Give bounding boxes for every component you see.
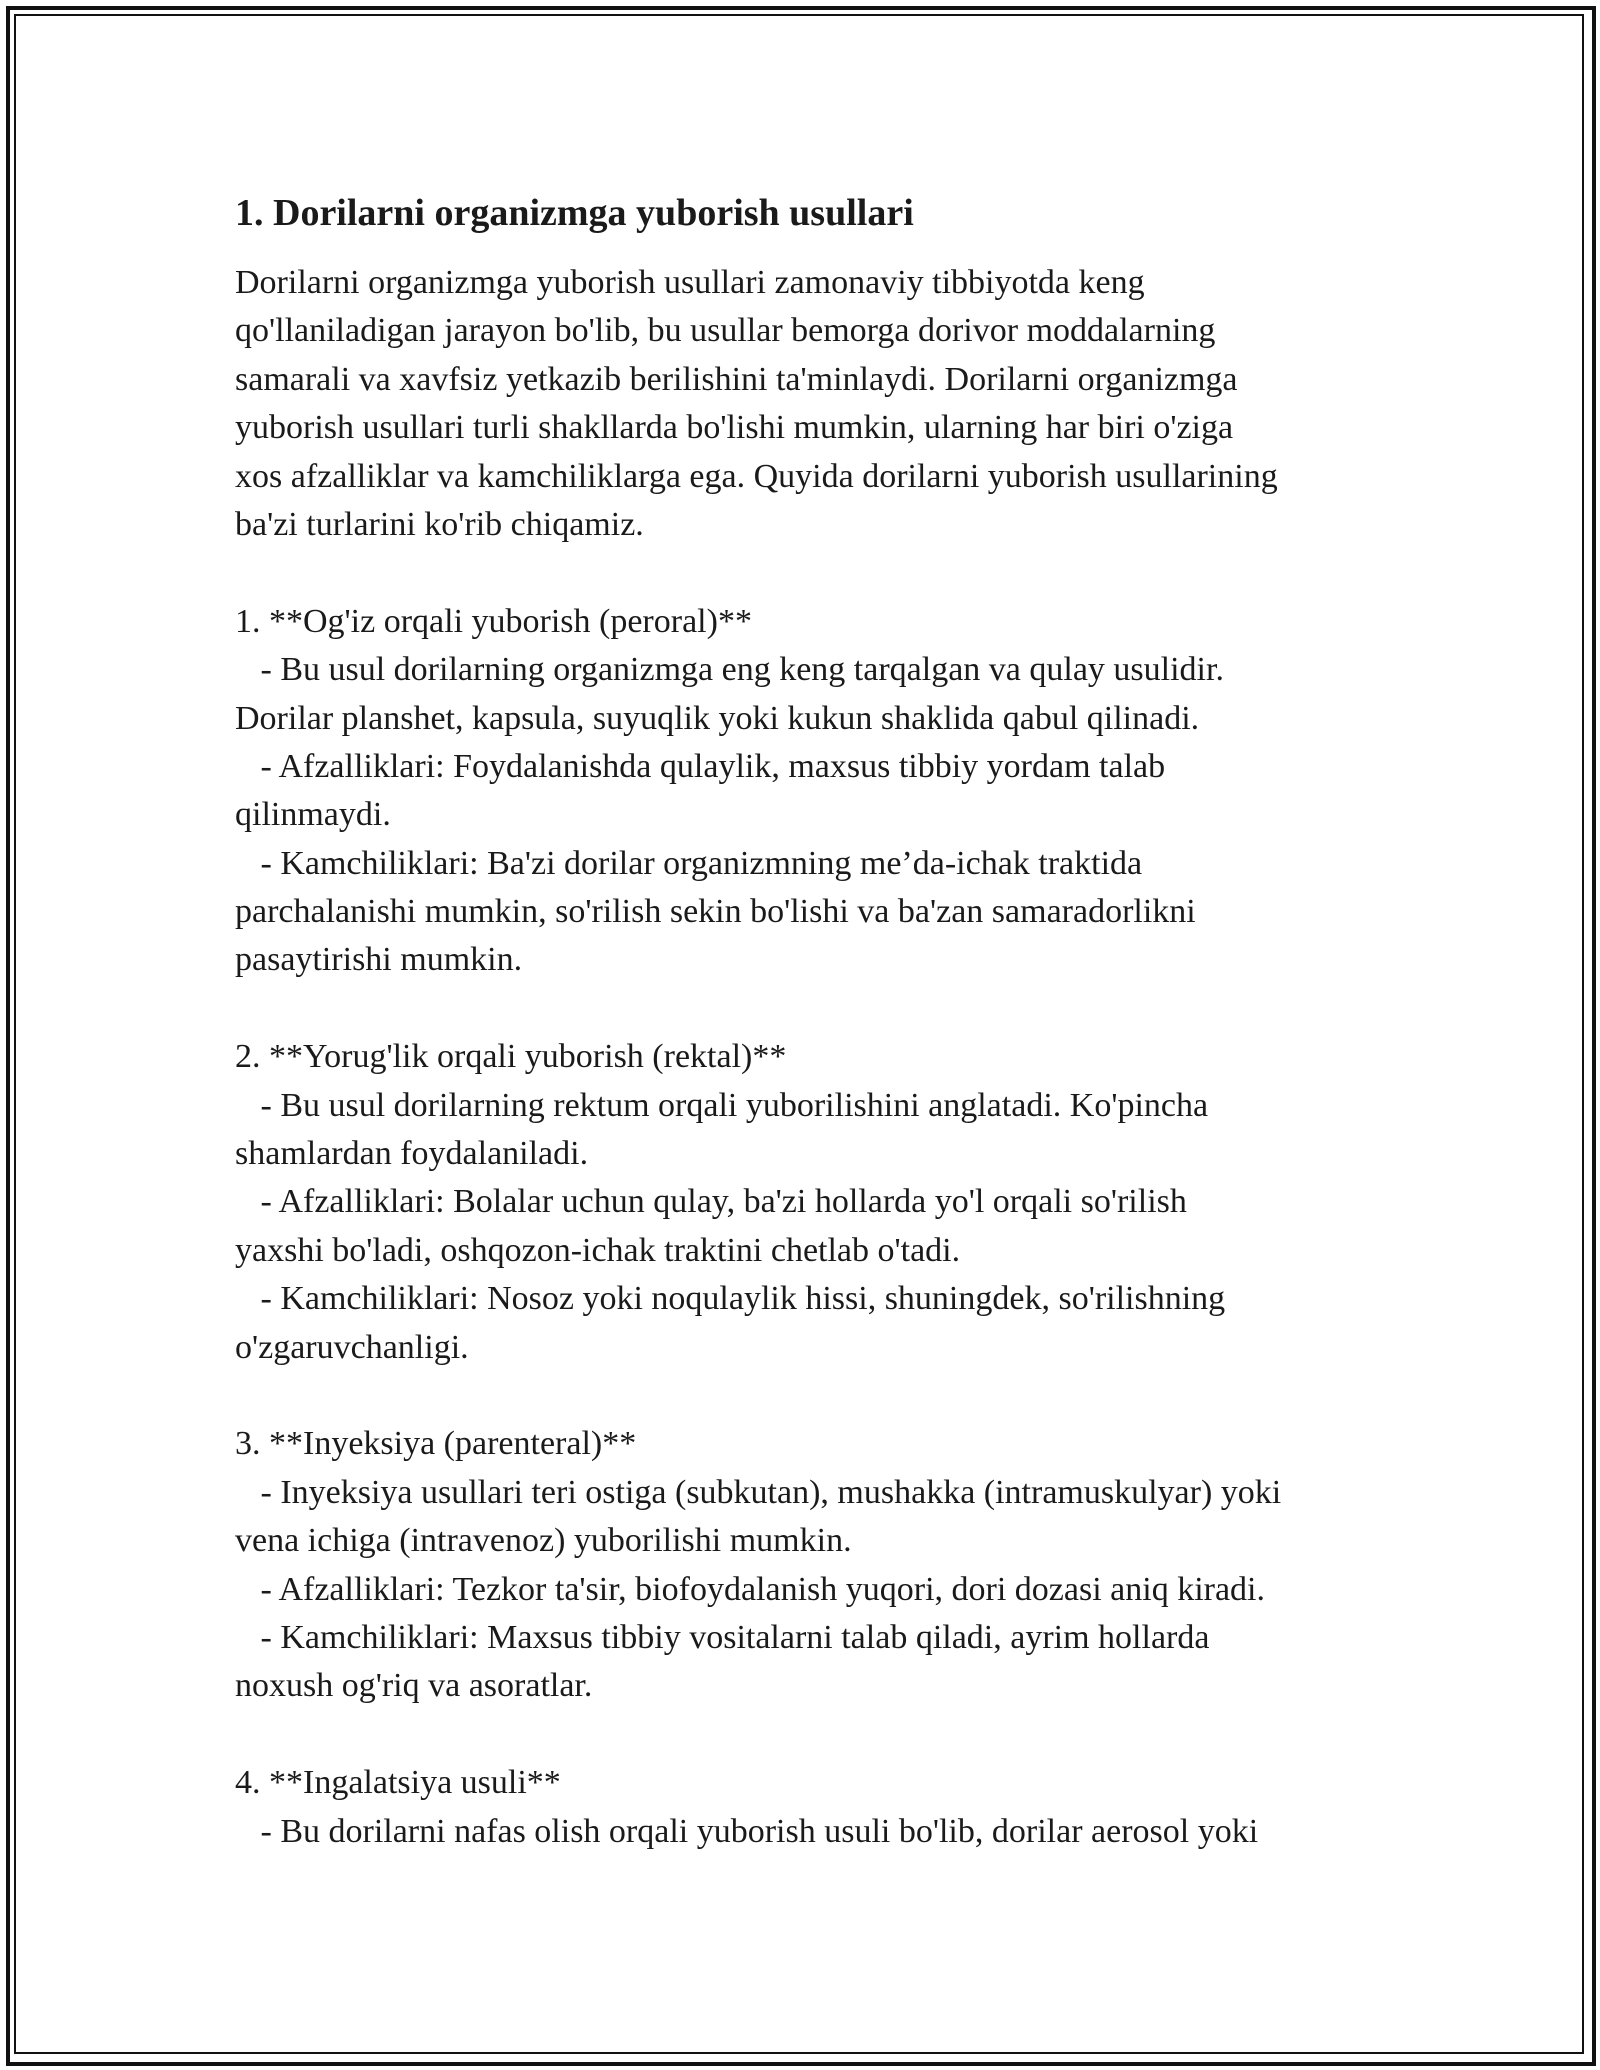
document-body bbox=[235, 185, 1385, 1856]
text-line: - Inyeksiya usullari teri ostiga (subkutan), mushakka (intramuskulyar) yoki bbox=[235, 1473, 1282, 1511]
text-line: yaxshi bo'ladi, oshqozon-ichak traktini chetlab o'tadi. bbox=[235, 1231, 961, 1269]
text-line: vena ichiga (intravenoz) yuborilishi mumkin. bbox=[235, 1522, 852, 1560]
text-line: - Kamchiliklari: Maxsus tibbiy vositalarni talab qiladi, ayrim hollarda bbox=[235, 1618, 1210, 1656]
list-item-heading: 2. **Yorug'lik orqali yuborish (rektal)** bbox=[235, 1038, 787, 1076]
section-heading: 1. Dorilarni organizmga yuborish usullari bbox=[235, 192, 914, 234]
text-line: - Kamchiliklari: Ba'zi dorilar organizmning me’da-ichak traktida bbox=[235, 844, 1143, 882]
text-line: o'zgaruvchanligi. bbox=[235, 1328, 469, 1366]
text-line: yuborish usullari turli shakllarda bo'lishi mumkin, ularning har biri o'ziga bbox=[235, 409, 1234, 447]
text-line: Dorilarni organizmga yuborish usullari zamonaviy tibbiyotda keng bbox=[235, 264, 1145, 301]
text-line: noxush og'riq va asoratlar. bbox=[235, 1667, 593, 1705]
list-item-heading: 4. **Ingalatsiya usuli** bbox=[235, 1764, 561, 1802]
blank-line bbox=[235, 1372, 1385, 1420]
text-line: - Bu usul dorilarning organizmga eng keng tarqalgan va qulay usulidir. bbox=[235, 651, 1224, 689]
text-line: Dorilar planshet, kapsula, suyuqlik yoki kukun shaklida qabul qilinadi. bbox=[235, 699, 1200, 737]
text-line: - Kamchiliklari: Nosoz yoki noqulaylik hissi, shuningdek, so'rilishning bbox=[235, 1280, 1226, 1318]
text-line: - Afzalliklari: Bolalar uchun qulay, ba'zi hollarda yo'l orqali so'rilish bbox=[235, 1183, 1187, 1221]
text-line: qo'llaniladigan jarayon bo'lib, bu usullar bemorga dorivor moddalarning bbox=[235, 312, 1216, 350]
list-item-heading: 1. **Og'iz orqali yuborish (peroral)** bbox=[235, 602, 752, 640]
text-line: - Bu dorilarni nafas olish orqali yuborish usuli bo'lib, dorilar aerosol yoki bbox=[235, 1812, 1259, 1850]
text-line: xos afzalliklar va kamchiliklarga ega. Quyida dorilarni yuborish usullarining bbox=[235, 457, 1278, 495]
text-line: pasaytirishi mumkin. bbox=[235, 941, 523, 979]
blank-line bbox=[235, 549, 1385, 597]
blank-line bbox=[235, 985, 1385, 1033]
text-line: - Afzalliklari: Tezkor ta'sir, biofoydalanish yuqori, dori dozasi aniq kiradi. bbox=[235, 1570, 1265, 1608]
text-line: parchalanishi mumkin, so'rilish sekin bo'lishi va ba'zan samaradorlikni bbox=[235, 893, 1196, 931]
text-line: samarali va xavfsiz yetkazib berilishini ta'minlaydi. Dorilarni organizmga bbox=[235, 360, 1238, 398]
list-item-heading: 3. **Inyeksiya (parenteral)** bbox=[235, 1425, 637, 1463]
blank-line bbox=[235, 1711, 1385, 1759]
text-line: - Afzalliklari: Foydalanishda qulaylik, maxsus tibbiy yordam talab bbox=[235, 747, 1166, 785]
text-line: ba'zi turlarini ko'rib chiqamiz. bbox=[235, 505, 644, 543]
text-line: shamlardan foydalaniladi. bbox=[235, 1135, 589, 1173]
document-text bbox=[235, 259, 1385, 1856]
text-line: - Bu usul dorilarning rektum orqali yuborilishini anglatadi. Ko'pincha bbox=[235, 1086, 1209, 1124]
text-line: qilinmaydi. bbox=[235, 796, 391, 834]
